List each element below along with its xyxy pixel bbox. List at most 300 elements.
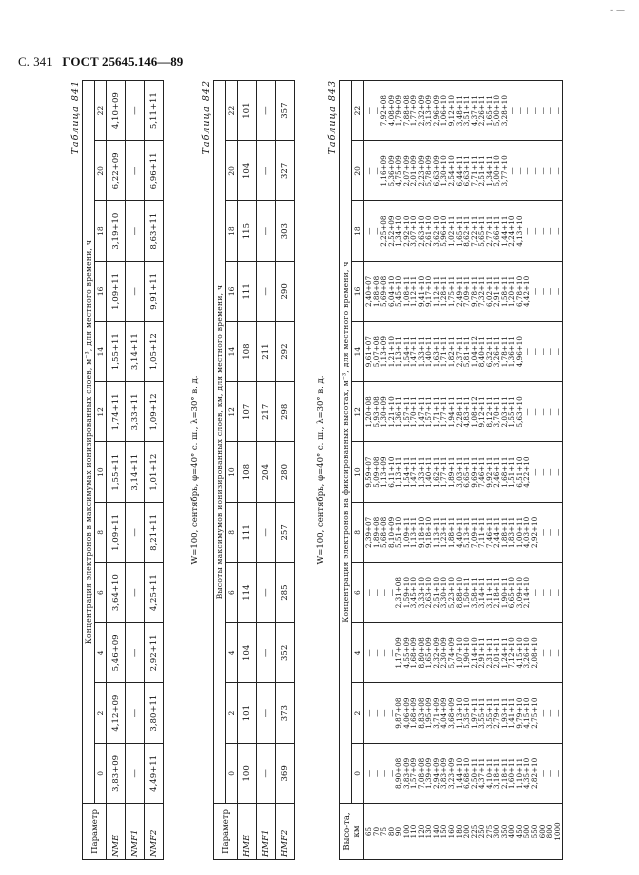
value-cell: 1,30+10	[439, 155, 449, 187]
value-cell: 5,81+11	[462, 336, 472, 368]
value-cell: 1,08+12	[469, 396, 479, 428]
hour-header: 20	[95, 141, 107, 201]
value-cell: 3,07+10	[409, 215, 419, 247]
value-cell: 7,32+11	[477, 275, 487, 307]
hour-column	[364, 563, 563, 623]
value-cell: —	[364, 649, 373, 657]
table-842-subtitle: W=100, сентябрь, φ=40° с. ш., λ=30° в. д.	[316, 375, 326, 565]
value-cell: —	[530, 348, 540, 356]
value-cell: 75	[379, 826, 389, 837]
value-cell: 1,68+09	[409, 637, 419, 669]
table-cell: 352	[276, 623, 295, 683]
value-cell: 2,37+11	[454, 336, 464, 368]
hour-header: 6	[352, 563, 364, 623]
value-cell: 4,15+10	[522, 697, 532, 729]
value-cell: 8,12+11	[484, 396, 494, 428]
value-cell: 1,70+11	[409, 396, 419, 428]
table-cell: 1,55+11	[107, 442, 126, 502]
value-cell: 1,24+11	[499, 637, 509, 669]
value-cell: —	[530, 468, 540, 476]
value-cell: 3,83+09	[401, 757, 411, 789]
value-cell: —	[364, 709, 373, 717]
value-cell: 2,39+07	[364, 516, 373, 548]
value-cell: —	[545, 287, 555, 295]
hour-header: 6	[95, 563, 107, 623]
value-cell: 1,13+11	[394, 456, 404, 488]
table-cell: 357	[276, 81, 295, 141]
value-cell: 7,71+11	[469, 155, 479, 187]
value-cell: 3,03+11	[454, 456, 464, 488]
value-cell: —	[379, 589, 389, 597]
value-cell: 1,36+11	[507, 336, 517, 368]
hour-column	[364, 141, 563, 201]
value-cell: 1,94+11	[447, 396, 457, 428]
value-cell: —	[364, 227, 373, 235]
value-cell: 500	[522, 824, 532, 839]
value-cell: 5,23+10	[447, 577, 457, 609]
value-cell: 3,13+09	[424, 95, 434, 127]
value-cell: —	[545, 167, 555, 175]
value-cell: 1,57+09	[409, 757, 419, 789]
value-cell: 7,46+11	[484, 516, 494, 548]
value-cell: 3,68+09	[447, 697, 457, 729]
value-cell: —	[522, 348, 532, 356]
table-841-subtitle: W=100, сентябрь, φ=40° с. ш., λ=30° в. д.	[190, 375, 200, 565]
value-cell: 9,59+07	[364, 456, 373, 488]
hour-header: 10	[352, 442, 364, 502]
table-row	[276, 81, 295, 860]
value-cell: —	[552, 107, 562, 115]
value-cell: 1,62+11	[431, 456, 441, 488]
value-cell: 5,93+08	[371, 396, 381, 428]
table-cell: 1,09+11	[107, 502, 126, 562]
value-cell: 4,37+11	[477, 757, 487, 789]
value-cell: 1,82+11	[447, 336, 457, 368]
value-cell: 2,14+10	[522, 577, 532, 609]
value-cell: 5,78+09	[424, 155, 434, 187]
value-cell: 5,09+08	[371, 456, 381, 488]
hour-header: 14	[226, 322, 238, 382]
table-row	[145, 81, 164, 860]
param-header: Параметр	[83, 804, 107, 860]
value-cell: —	[371, 709, 381, 717]
value-cell: 1,65+11	[484, 95, 494, 127]
value-cell: 1,13+11	[394, 336, 404, 368]
value-cell: 1,57+11	[424, 396, 434, 428]
hour-header: 12	[226, 382, 238, 442]
table-cell: —	[257, 261, 276, 321]
table-cell: —	[126, 261, 145, 321]
table-cell: 3,80+11	[145, 683, 164, 743]
value-cell: —	[522, 167, 532, 175]
value-cell: 1,00+11	[514, 516, 524, 548]
hour-header: 0	[352, 743, 364, 803]
table-cell: —	[126, 201, 145, 261]
value-cell: 9,12+11	[477, 396, 487, 428]
table-cell: 5,46+09	[107, 623, 126, 683]
hour-header: 18	[226, 201, 238, 261]
table-841-caption: Таблица 841	[70, 80, 81, 155]
value-cell: 550	[530, 824, 540, 839]
value-cell: 8,80+08	[416, 637, 426, 669]
hour-header: 4	[226, 623, 238, 683]
value-cell: 2,52+09	[386, 215, 396, 247]
hour-header: 22	[226, 81, 238, 141]
value-cell: 3,26+10	[522, 637, 532, 669]
hour-header: 22	[352, 81, 364, 141]
value-cell: 1,36+11	[394, 396, 404, 428]
value-cell: 1,44+10	[454, 757, 464, 789]
table-843-caption: Таблица 843	[327, 80, 338, 155]
value-cell: —	[537, 227, 547, 235]
param-header: Параметр	[214, 804, 238, 860]
table-row	[238, 81, 257, 860]
table-cell: 115	[238, 201, 257, 261]
value-cell: 4,35+10	[522, 757, 532, 789]
value-cell: 3,77+10	[499, 155, 509, 187]
value-cell: 2,25+08	[379, 215, 389, 247]
value-cell: 2,94+09	[431, 757, 441, 789]
value-cell: 1,06+10	[439, 95, 449, 127]
value-cell: 9,92+11	[484, 456, 494, 488]
value-cell: 1,54+11	[401, 336, 411, 368]
value-cell: 8,10+09	[386, 516, 396, 548]
value-cell: 3,83+09	[439, 757, 449, 789]
value-cell: 7,12+10	[507, 637, 517, 669]
hour-header: 22	[95, 81, 107, 141]
hours-row	[95, 81, 107, 860]
value-cell: 2,92+10	[401, 215, 411, 247]
value-cell: 3,71+09	[431, 697, 441, 729]
value-cell: 2,08+10	[530, 637, 540, 669]
table-cell: 3,83+09	[107, 743, 126, 803]
value-cell: 9,69+11	[469, 456, 479, 488]
table-cell: 8,21+11	[145, 502, 164, 562]
value-cell: —	[545, 468, 555, 476]
page-number: С. 341	[18, 54, 53, 69]
value-cell: 8,62+11	[462, 215, 472, 247]
value-cell: 250	[477, 824, 487, 839]
value-cell: 1,47+11	[409, 456, 419, 488]
value-cell: 2,75+10	[530, 697, 540, 729]
value-cell: 1,07+10	[454, 637, 464, 669]
value-cell: 3,48+11	[454, 95, 464, 127]
table-cell: 1,01+12	[145, 442, 164, 502]
value-cell: 1,13+09	[379, 456, 389, 488]
table-cell: 108	[238, 322, 257, 382]
value-cell: 1,75+11	[447, 275, 457, 307]
value-cell: 4,75+09	[394, 155, 404, 187]
document-title: ГОСТ 25645.146—89	[62, 54, 184, 69]
table-cell: 1,09+12	[145, 382, 164, 442]
value-cell: 1,95+09	[424, 697, 434, 729]
table-cell: 257	[276, 502, 295, 562]
value-cell: —	[364, 107, 373, 115]
value-cell: 1,89+11	[447, 456, 457, 488]
hour-header: 2	[352, 683, 364, 743]
value-cell: 5,74+09	[447, 637, 457, 669]
value-cell: 6,68+10	[462, 757, 472, 789]
value-cell: 3,55+11	[477, 697, 487, 729]
value-cell: 1,21+10	[386, 336, 396, 368]
value-cell: 1,90+10	[462, 637, 472, 669]
value-cell: 6,04+10	[386, 275, 396, 307]
value-cell: 6,51+10	[514, 456, 524, 488]
value-cell: 1,13+09	[379, 336, 389, 368]
value-cell: 1,68+11	[499, 456, 509, 488]
value-cell: 1,50+11	[462, 577, 472, 609]
table-cell: 280	[276, 442, 295, 502]
value-cell: 100	[401, 824, 411, 839]
value-cell: 80	[386, 826, 396, 837]
value-cell: 160	[447, 824, 457, 839]
value-cell: 150	[439, 824, 449, 839]
value-cell: 1,63+11	[431, 336, 441, 368]
value-cell: 1,08+11	[401, 275, 411, 307]
value-cell: 2,61+10	[424, 215, 434, 247]
hour-header: 8	[226, 502, 238, 562]
value-cell: 2,50+11	[469, 757, 479, 789]
value-cell: 8,90+08	[394, 757, 404, 789]
value-cell: 4,40+11	[454, 516, 464, 548]
value-cell: —	[537, 287, 547, 295]
value-cell: 1,33+11	[416, 336, 426, 368]
value-cell: —	[507, 107, 517, 115]
table-cell: 290	[276, 261, 295, 321]
value-cell: 2,18+11	[492, 577, 502, 609]
value-cell: 4,22+10	[522, 456, 532, 488]
value-cell: 2,51+11	[477, 155, 487, 187]
value-cell: —	[386, 649, 396, 657]
value-cell: 1,40+11	[424, 456, 434, 488]
value-cell: 110	[409, 824, 419, 839]
table-cell: —	[126, 743, 145, 803]
value-cell: 1,23+11	[439, 516, 449, 548]
table-cell: —	[126, 81, 145, 141]
hour-header: 20	[226, 141, 238, 201]
value-cell: 1,68+09	[409, 697, 419, 729]
value-cell: 5,07+08	[371, 336, 381, 368]
value-cell: 2,14+10	[469, 637, 479, 669]
hour-header: 12	[95, 382, 107, 442]
value-cell: 3,23+09	[447, 757, 457, 789]
page-header	[18, 54, 183, 70]
value-cell: —	[364, 769, 373, 777]
hour-column	[364, 683, 563, 743]
value-cell: 1,51+11	[507, 456, 517, 488]
value-cell: —	[386, 589, 396, 597]
value-cell: 3,70+11	[492, 396, 502, 428]
table-cell: 2,92+11	[145, 623, 164, 683]
value-cell: 5,51+10	[394, 516, 404, 548]
hour-header: 20	[352, 141, 364, 201]
value-cell: 1,88+11	[447, 516, 457, 548]
value-cell: 300	[492, 824, 502, 839]
param-name: NMF2	[145, 804, 164, 860]
value-cell: 4,15+10	[514, 637, 524, 669]
value-cell: 3,55+11	[484, 697, 494, 729]
value-cell: 3,26+11	[492, 336, 502, 368]
hour-header: 18	[95, 201, 107, 261]
param-name: HMF1	[257, 804, 276, 860]
value-cell: —	[545, 408, 555, 416]
value-cell: 1,02+11	[447, 215, 457, 247]
table-cell: —	[257, 502, 276, 562]
param-name: NMF1	[126, 804, 145, 860]
table-cell: 5,11+11	[145, 81, 164, 141]
value-cell: —	[514, 167, 524, 175]
value-cell: 5,36+09	[386, 155, 396, 187]
value-cell: —	[552, 528, 562, 536]
value-cell: —	[371, 649, 381, 657]
value-cell: —	[545, 709, 555, 717]
table-cell: 101	[238, 683, 257, 743]
value-cell: 400	[507, 824, 517, 839]
value-cell: 4,10+11	[484, 757, 494, 789]
value-cell: 1,88+08	[371, 275, 381, 307]
value-cell: 1,77+11	[439, 396, 449, 428]
value-cell: 7,22+11	[469, 215, 479, 247]
table-cell: 3,14+11	[126, 442, 145, 502]
hour-header: 16	[95, 261, 107, 321]
corner-mark: - —	[610, 6, 625, 16]
value-cell: —	[545, 348, 555, 356]
value-cell: 1,16+09	[379, 155, 389, 187]
value-cell: —	[545, 649, 555, 657]
value-cell: —	[552, 227, 562, 235]
value-cell: —	[514, 107, 524, 115]
value-cell: 7,09+11	[462, 275, 472, 307]
value-cell: —	[530, 107, 540, 115]
table-cell: 373	[276, 683, 295, 743]
value-cell: 5,45+10	[394, 275, 404, 307]
value-cell: —	[522, 408, 532, 416]
table-cell: 204	[257, 442, 276, 502]
hour-column	[364, 442, 563, 502]
value-cell: 1,54+11	[401, 456, 411, 488]
value-cell: 6,32+11	[484, 336, 494, 368]
value-cell: —	[545, 227, 555, 235]
value-cell: 4,04+09	[439, 697, 449, 729]
value-cell: 2,01+11	[492, 637, 502, 669]
value-cell: 1,04+12	[469, 336, 479, 368]
hour-header: 10	[95, 442, 107, 502]
table-cell: 1,05+12	[145, 322, 164, 382]
value-cell: —	[537, 408, 547, 416]
value-cell: 9,87+08	[394, 697, 404, 729]
value-cell: —	[530, 589, 540, 597]
table-cell: 3,33+11	[126, 382, 145, 442]
hour-header: 14	[352, 322, 364, 382]
value-cell: 120	[416, 824, 426, 839]
hour-header: 4	[352, 623, 364, 683]
value-cell: 1,34+11	[484, 155, 494, 187]
value-cell: 2,91+11	[477, 637, 487, 669]
table-cell: 6,22+09	[107, 141, 126, 201]
table-cell: 104	[238, 623, 257, 683]
value-cell: —	[371, 107, 381, 115]
value-cell: 4,08+09	[386, 95, 396, 127]
value-cell: —	[379, 649, 389, 657]
table-cell: 369	[276, 743, 295, 803]
hour-header: 2	[226, 683, 238, 743]
value-cell: 1,47+11	[409, 336, 419, 368]
table-cell: 111	[238, 261, 257, 321]
value-cell: 5,00+10	[492, 95, 502, 127]
value-cell: 1,13+11	[431, 516, 441, 548]
table-cell: 104	[238, 141, 257, 201]
table-cell: 217	[257, 382, 276, 442]
value-cell: 1,13+10	[454, 697, 464, 729]
value-cell: 2,82+10	[530, 757, 540, 789]
table-cell: —	[257, 683, 276, 743]
rotated-content	[68, 80, 628, 860]
table-cell: 292	[276, 322, 295, 382]
value-cell: 3,18+11	[492, 757, 502, 789]
hour-column	[364, 81, 563, 141]
hour-header: 4	[95, 623, 107, 683]
value-cell: 3,11+11	[484, 577, 494, 609]
value-cell: 1,39+09	[424, 757, 434, 789]
table-841	[82, 80, 164, 860]
hour-header: 2	[95, 683, 107, 743]
value-cell: 200	[462, 824, 472, 839]
value-cell: —	[545, 769, 555, 777]
table-cell: —	[257, 141, 276, 201]
value-cell: —	[552, 287, 562, 295]
value-cell: 5,13+11	[462, 516, 472, 548]
value-cell: 1,17+09	[394, 637, 404, 669]
heights-column	[364, 804, 563, 860]
value-cell: 1,40+11	[424, 336, 434, 368]
hour-column	[364, 502, 563, 562]
value-cell: 7,92+08	[379, 95, 389, 127]
value-cell: 3,51+11	[462, 95, 472, 127]
value-cell: 2,46+11	[492, 456, 502, 488]
value-cell: —	[537, 468, 547, 476]
value-cell: —	[530, 287, 540, 295]
value-cell: 2,07+09	[401, 155, 411, 187]
value-cell: 8,88+10	[454, 577, 464, 609]
value-cell: —	[537, 709, 547, 717]
table-cell: —	[257, 201, 276, 261]
table-cell: 9,91+11	[145, 261, 164, 321]
table-843	[339, 80, 563, 860]
value-cell: 1,28+11	[439, 275, 449, 307]
table-cell: 303	[276, 201, 295, 261]
value-cell: —	[537, 769, 547, 777]
hours-row	[226, 81, 238, 860]
height-header: Высо-та, км	[340, 804, 364, 860]
value-cell: —	[552, 348, 562, 356]
table-cell: 108	[238, 442, 257, 502]
value-cell: 1,83+11	[507, 516, 517, 548]
value-cell: 65	[364, 826, 373, 837]
value-cell: 1,65+11	[454, 215, 464, 247]
value-cell: 1,47+11	[416, 396, 426, 428]
value-cell: 2,77+11	[484, 215, 494, 247]
value-cell: 9,78+11	[469, 275, 479, 307]
table-842	[213, 80, 295, 860]
value-cell: —	[552, 769, 562, 777]
value-cell: 5,00+10	[492, 155, 502, 187]
table-row	[126, 81, 145, 860]
value-cell: —	[530, 227, 540, 235]
value-cell: 600	[537, 824, 547, 839]
value-cell: 5,65+11	[477, 215, 487, 247]
value-cell: 6,63+11	[462, 155, 472, 187]
value-cell: 8,40+11	[477, 336, 487, 368]
